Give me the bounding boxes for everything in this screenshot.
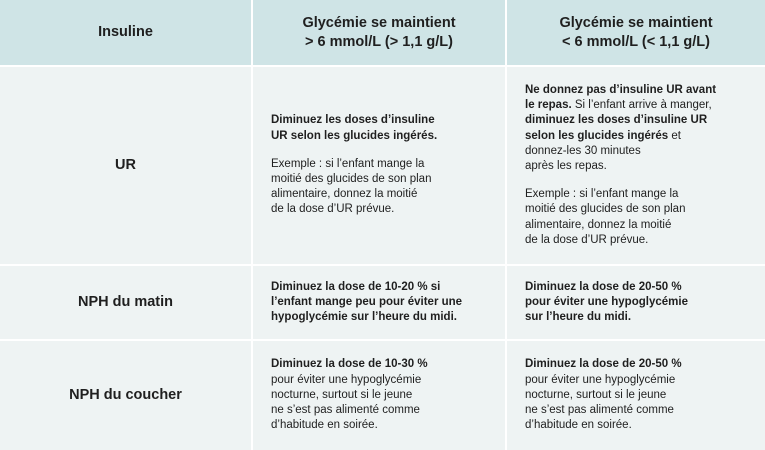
text-line: l’enfant mange peu pour éviter une — [271, 295, 463, 308]
text-line: Exemple : si l’enfant mange la — [525, 188, 679, 201]
text-line: nocturne, surtout si le jeune — [271, 388, 413, 401]
cell-nph-coucher-high-text — [271, 357, 491, 433]
row-label-nph-coucher — [0, 341, 253, 450]
text-line: d’habitude en soirée. — [525, 419, 632, 432]
text-line: ne s’est pas alimenté comme — [525, 404, 674, 417]
text-line: Si l’enfant arrive à manger, — [571, 99, 712, 112]
text-line: Diminuez la dose de 20-50 % — [525, 358, 682, 371]
text-line: hypoglycémie sur l’heure du midi. — [271, 311, 457, 324]
cell-nph-coucher-low-text — [525, 357, 751, 433]
text-line: Diminuez la dose de 10-30 % — [271, 358, 428, 371]
header-glycemia-high — [253, 0, 507, 67]
cell-nph-matin-low-text — [525, 280, 751, 326]
text-line: Diminuez la dose de 10-20 % si — [271, 280, 441, 293]
row-label-ur-text: UR — [115, 156, 136, 173]
text-line: et — [668, 129, 681, 142]
text-line: ne s’est pas alimenté comme — [271, 404, 420, 417]
text-line: moitié des glucides de son plan — [271, 173, 432, 185]
header-low-line2: < 6 mmol/L (< 1,1 g/L) — [562, 33, 710, 50]
text-line: nocturne, surtout si le jeune — [525, 388, 667, 401]
header-insuline-label: Insuline — [98, 24, 153, 40]
cell-nph-matin-low — [507, 266, 765, 341]
text-line: pour éviter une hypoglycémie — [271, 373, 422, 386]
text-line: pour éviter une hypoglycémie — [525, 373, 676, 386]
text-line: donnez-les 30 minutes — [525, 144, 641, 157]
header-insuline — [0, 0, 253, 67]
header-low-line1: Glycémie se maintient — [559, 14, 713, 31]
text-line: Exemple : si l’enfant mange la — [271, 157, 425, 170]
row-label-nph-matin — [0, 266, 253, 341]
cell-ur-low-instruction — [525, 83, 751, 174]
text-line: UR selon les glucides ingérés. — [271, 129, 438, 142]
header-high-line1: Glycémie se maintient — [302, 14, 456, 31]
text-line: alimentaire, donnez la moitié — [525, 218, 672, 231]
text-line: moitié des glucides de son plan — [525, 203, 686, 216]
row-label-ur — [0, 67, 253, 266]
text-line: Diminuez la dose de 20-50 % — [525, 280, 682, 293]
text-line: Diminuez les doses d’insuline — [271, 114, 435, 127]
cell-ur-high-example — [271, 157, 491, 218]
header-glycemia-low — [507, 0, 765, 67]
text-line: d’habitude en soirée. — [271, 419, 378, 432]
text-line: pour éviter une hypoglycémie — [525, 295, 688, 308]
text-line: sur l’heure du midi. — [525, 311, 632, 324]
header-high-line2: > 6 mmol/L (> 1,1 g/L) — [305, 33, 453, 50]
cell-nph-coucher-low — [507, 341, 765, 450]
row-label-nph-matin-text: NPH du matin — [77, 293, 174, 310]
cell-nph-matin-high — [253, 266, 507, 341]
text-line: Ne donnez pas d’insuline UR avant — [525, 83, 717, 96]
text-line: diminuez les doses d’insuline UR — [525, 114, 708, 127]
text-line: selon les glucides ingérés — [525, 129, 669, 142]
row-label-nph-coucher-text: NPH du coucher — [69, 386, 182, 403]
text-line: de la dose d’UR prévue. — [271, 203, 395, 216]
cell-ur-low — [507, 67, 765, 266]
text-line: après les repas. — [525, 160, 607, 172]
text-line: le repas. — [525, 99, 572, 112]
text-line: alimentaire, donnez la moitié — [271, 188, 418, 201]
cell-ur-high — [253, 67, 507, 266]
text-line: de la dose d’UR prévue. — [525, 233, 649, 246]
cell-nph-coucher-high — [253, 341, 507, 450]
cell-ur-low-example — [525, 187, 751, 248]
cell-ur-high-instruction — [271, 113, 491, 143]
cell-nph-matin-high-text — [271, 280, 491, 326]
